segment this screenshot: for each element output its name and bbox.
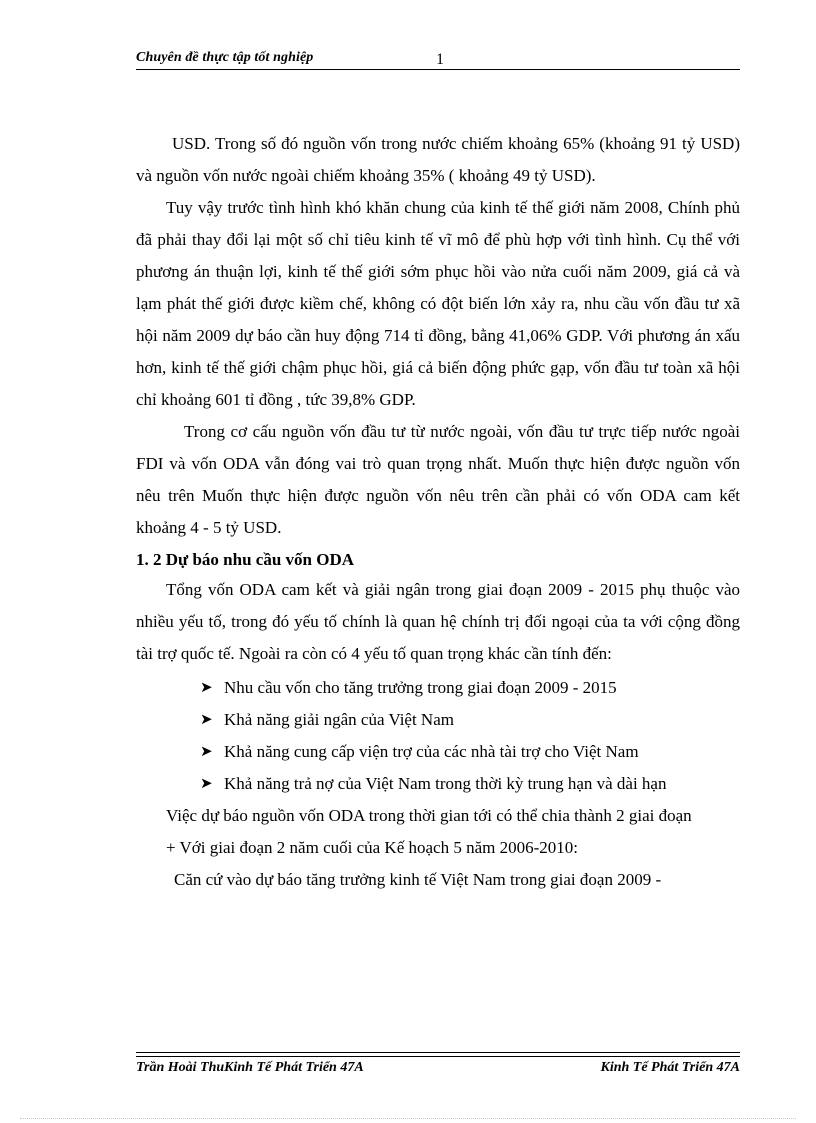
- list-item: [136, 768, 740, 800]
- page-header: [136, 50, 740, 70]
- footer-rule-top: [136, 1052, 740, 1053]
- list-item-text: Khả năng cung cấp viện trợ của các nhà tài trợ cho Việt Nam: [224, 742, 639, 761]
- list-item-text: Khả năng trả nợ của Việt Nam trong thời kỳ trung hạn và dài hạn: [224, 774, 667, 793]
- paragraph-4: Tổng vốn ODA cam kết và giải ngân trong giai đoạn 2009 - 2015 phụ thuộc vào nhiều yếu tố, trong đó yếu tố chính là quan hệ chính trị đối ngoại của ta với cộng đồng tài trợ quốc tế. Ngoài ra còn có 4 yếu tố quan trọng khác cần tính đến:: [136, 580, 740, 663]
- paragraph-1: USD. Trong số đó nguồn vốn trong nước chiếm khoảng 65% (khoảng 91 tỷ USD) và nguồn vốn nước ngoài chiếm khoảng 35% ( khoảng 49 tỷ USD).: [136, 134, 740, 185]
- footer-author: Trần Hoài ThuKinh Tế Phát Triển 47A: [136, 1060, 364, 1075]
- page-body: [136, 128, 740, 896]
- page-number: 1: [436, 51, 444, 68]
- footer-department: Kinh Tế Phát Triển 47A: [600, 1060, 740, 1075]
- section-heading: 1. 2 Dự báo nhu cầu vốn ODA: [136, 550, 355, 569]
- footer-rule-bottom: [136, 1056, 740, 1057]
- header-title: Chuyên đề thực tập tốt nghiệp: [136, 50, 314, 65]
- header-rule: [136, 69, 740, 70]
- paragraph-5: Việc dự báo nguồn vốn ODA trong thời gian tới có thể chia thành 2 giai đoạn: [166, 806, 692, 825]
- list-item: [136, 736, 740, 768]
- paragraph-6-start: Căn cứ vào dự báo tăng trưởng kinh tế Việt Nam trong giai đoạn 2009 -: [174, 870, 662, 889]
- paragraph-2: Tuy vậy trước tình hình khó khăn chung của kinh tế thế giới năm 2008, Chính phủ đã phải thay đổi lại một số chỉ tiêu kinh tế vĩ mô để phù hợp với tình hình. Cụ thể với phương án thuận lợi, kinh tế thế giới sớm phục hồi vào nửa cuối năm 2009, giá cả và lạm phát thế giới được kiềm chế, không có đột biến lớn xảy ra, nhu cầu vốn đầu tư xã hội năm 2009 dự báo cần huy động 714 tỉ đồng, bằng 41,06% GDP. Với phương án xấu hơn, kinh tế thế giới chậm phục hồi, giá cả biến động phức gạp, vốn đầu tư toàn xã hội chỉ khoảng 601 tỉ đồng , tức 39,8% GDP.: [136, 198, 740, 409]
- factor-list: [136, 672, 740, 800]
- arrowhead-bullet-icon: ➤: [200, 680, 213, 696]
- arrowhead-bullet-icon: ➤: [200, 712, 213, 728]
- subsection-line: + Với giai đoạn 2 năm cuối của Kế hoạch 5 năm 2006-2010:: [166, 838, 579, 857]
- paragraph-3: Trong cơ cấu nguồn vốn đầu tư từ nước ngoài, vốn đầu tư trực tiếp nước ngoài FDI và vốn ODA vẫn đóng vai trò quan trọng nhất. Muốn thực hiện được nguồn vốn nêu trên Muốn thực hiện được nguồn vốn nêu trên cần phải có vốn ODA cam kết khoảng 4 - 5 tỷ USD.: [136, 422, 740, 537]
- arrowhead-bullet-icon: ➤: [200, 744, 213, 760]
- arrowhead-bullet-icon: ➤: [200, 776, 213, 792]
- list-item-text: Nhu cầu vốn cho tăng trưởng trong giai đoạn 2009 - 2015: [224, 678, 617, 697]
- list-item: [136, 704, 740, 736]
- page-edge-marker: [20, 1118, 796, 1119]
- list-item: [136, 672, 740, 704]
- list-item-text: Khả năng giải ngân của Việt Nam: [224, 710, 454, 729]
